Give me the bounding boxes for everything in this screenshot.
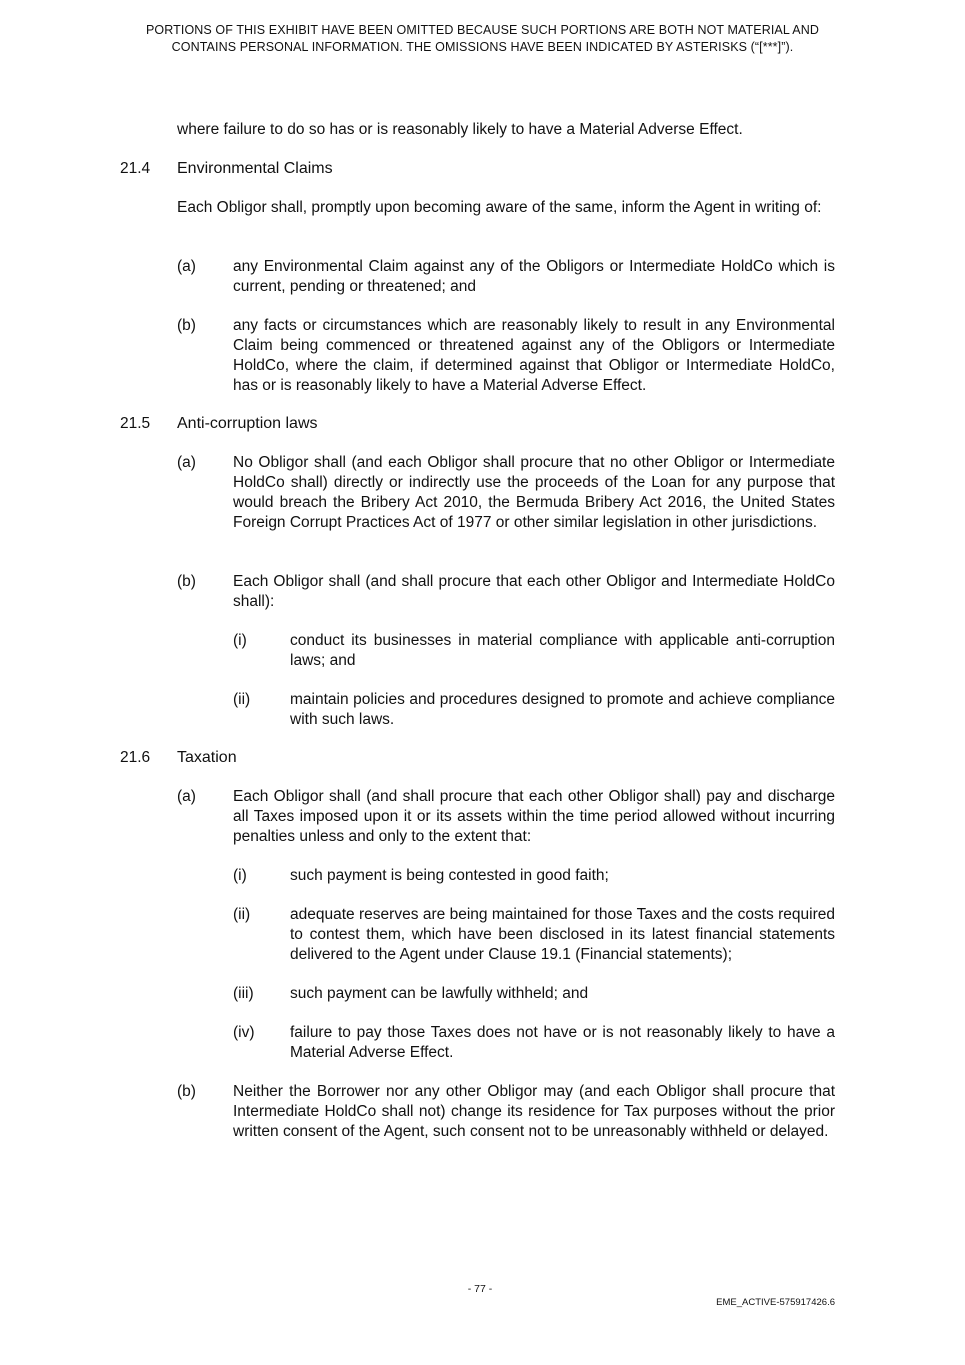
section-21-5-b-text: Each Obligor shall (and shall procure that each other Obligor and Intermediate HoldCo shall): <box>233 573 835 610</box>
section-21-6-iv-label: (iv) <box>233 1024 255 1041</box>
section-21-5-title: Anti-corruption laws <box>177 415 318 432</box>
section-21-4-b-text: any facts or circumstances which are reasonably likely to result in any Environmental Claim being commenced or threatened against any of the Obligors or Intermediate HoldCo, where the claim, if determined against that Obligor or Intermediate HoldCo, has or is reasonably likely to have a Material Adverse Effect. <box>233 317 835 394</box>
document-reference: EME_ACTIVE-575917426.6 <box>716 1297 835 1308</box>
section-21-6-iii-label: (iii) <box>233 985 254 1002</box>
section-21-5-number: 21.5 <box>120 415 151 432</box>
section-21-6-i-label: (i) <box>233 867 247 884</box>
section-21-4-title: Environmental Claims <box>177 160 333 177</box>
continuation-text: where failure to do so has or is reasonably likely to have a Material Adverse Effect. <box>177 121 743 138</box>
section-21-6-a-label: (a) <box>177 788 196 805</box>
section-21-4-a-text: any Environmental Claim against any of the Obligors or Intermediate HoldCo which is current, pending or threatened; and <box>233 258 835 295</box>
section-21-5-i-label: (i) <box>233 632 247 649</box>
section-21-6-a-text: Each Obligor shall (and shall procure that each other Obligor shall) pay and discharge all Taxes imposed upon it or its assets within the time period allowed without incurring penalties unless and only to the extent that: <box>233 788 835 845</box>
page-number: - 77 - <box>467 1283 493 1295</box>
section-21-6-title: Taxation <box>177 749 237 766</box>
section-21-6-b-label: (b) <box>177 1083 196 1100</box>
section-21-5-b-label: (b) <box>177 573 196 590</box>
section-21-4-b-label: (b) <box>177 317 196 334</box>
section-21-6-i-text: such payment is being contested in good faith; <box>290 867 609 884</box>
section-21-4-a-label: (a) <box>177 258 196 275</box>
section-21-6-iv-text: failure to pay those Taxes does not have or is not reasonably likely to have a Material Adverse Effect. <box>290 1024 835 1061</box>
omission-notice-header <box>110 22 855 56</box>
section-21-6-ii-text: adequate reserves are being maintained for those Taxes and the costs required to contest them, which have been disclosed in its latest financial statements delivered to the Agent under Clause 19.1 (Financial statements); <box>290 906 835 963</box>
section-21-6-ii-label: (ii) <box>233 906 251 923</box>
section-21-4-intro: Each Obligor shall, promptly upon becoming aware of the same, inform the Agent in writing of: <box>177 199 822 216</box>
section-21-5-a-label: (a) <box>177 454 196 471</box>
section-21-4-number: 21.4 <box>120 160 151 177</box>
header-line-1: PORTIONS OF THIS EXHIBIT HAVE BEEN OMITTED BECAUSE SUCH PORTIONS ARE BOTH NOT MATERIAL AND <box>145 23 819 37</box>
section-21-5-i-text: conduct its businesses in material compliance with applicable anti-corruption laws; and <box>290 632 835 669</box>
section-21-5-ii-text: maintain policies and procedures designed to promote and achieve compliance with such laws. <box>290 691 835 728</box>
header-line-2: CONTAINS PERSONAL INFORMATION. THE OMISSIONS HAVE BEEN INDICATED BY ASTERISKS (“[***]”). <box>171 40 794 54</box>
section-21-5-a-text: No Obligor shall (and each Obligor shall procure that no other Obligor or Intermediate HoldCo shall) directly or indirectly use the proceeds of the Loan for any purpose that would breach the Bribery Act 2010, the Bermuda Bribery Act 2016, the United States Foreign Corrupt Practices Act of 1977 or other similar legislation in other jurisdictions. <box>233 454 835 531</box>
section-21-6-b-text: Neither the Borrower nor any other Obligor may (and each Obligor shall procure that Intermediate HoldCo shall not) change its residence for Tax purposes without the prior written consent of the Agent, such consent not to be unreasonably withheld or delayed. <box>233 1083 835 1140</box>
section-21-6-iii-text: such payment can be lawfully withheld; and <box>290 985 589 1002</box>
section-21-6-number: 21.6 <box>120 749 151 766</box>
section-21-5-ii-label: (ii) <box>233 691 251 708</box>
